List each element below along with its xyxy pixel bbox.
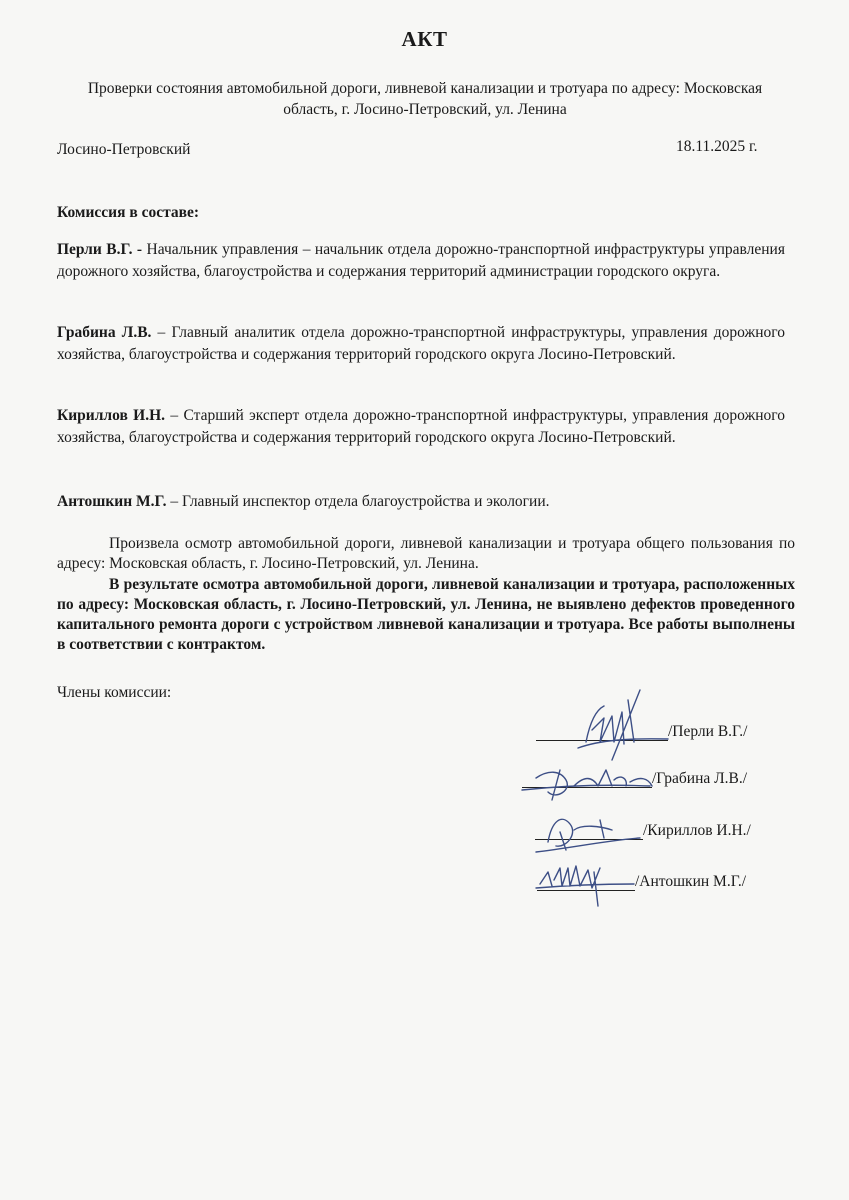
signature-perli — [578, 690, 668, 760]
result-paragraph: В результате осмотра автомобильной дороги, ливневой канализации и тротуара, расположенных по адресу: Московская область, г. Лосино-Петровский, ул. Ленина, не выявлено дефектов проведенного капитального ремонта дороги с устройством ливневой канализации и тротуара. Все работы выполнены в соответствии с контрактом. — [57, 576, 795, 653]
commission-heading: Комиссия в составе: — [57, 204, 200, 221]
signature-name: /Антошкин М.Г./ — [635, 873, 747, 890]
document-title: АКТ — [401, 27, 448, 51]
document-date: 18.11.2025 г. — [676, 138, 758, 155]
signature-kirillov — [536, 819, 640, 852]
document-subtitle: Проверки состояния автомобильной дороги, ливневой канализации и тротуара по адресу: Московская область, г. Лосино-Петровский, ул. Ленина — [87, 80, 763, 118]
member-role: – Главный аналитик отдела дорожно-транспортной инфраструктуры, управления дорожного хозяйства, благоустройства и содержания территорий городского округа Лосино-Петровский. — [57, 324, 785, 363]
signature-name: /Кириллов И.Н./ — [643, 822, 751, 839]
member-name: Антошкин М.Г. — [57, 493, 167, 510]
signature-name: /Грабина Л.В./ — [652, 770, 748, 787]
signature-grabina — [522, 770, 652, 800]
member-role: Начальник управления – начальник отдела дорожно-транспортной инфраструктуры управления дорожного хозяйства, благоустройства и содержания территорий администрации городского округа. — [57, 241, 785, 280]
members-label: Члены комиссии: — [57, 684, 172, 701]
member-role: – Главный инспектор отдела благоустройства и экологии. — [166, 493, 550, 510]
member-name: Кириллов И.Н. — [57, 407, 166, 424]
member-name: Грабина Л.В. — [57, 324, 152, 341]
member-name: Перли В.Г. - — [57, 241, 143, 258]
member-role: – Старший эксперт отдела дорожно-транспортной инфраструктуры, управления дорожного хозяйства, благоустройства и содержания территорий городского округа Лосино-Петровский. — [57, 407, 785, 446]
signature-name: /Перли В.Г./ — [668, 723, 748, 740]
document-city: Лосино-Петровский — [57, 141, 191, 158]
inspection-paragraph: Произвела осмотр автомобильной дороги, ливневой канализации и тротуара общего пользования по адресу: Московская область, г. Лосино-Петровский, ул. Ленина. — [57, 535, 795, 572]
signature-antoshkin — [536, 866, 634, 906]
